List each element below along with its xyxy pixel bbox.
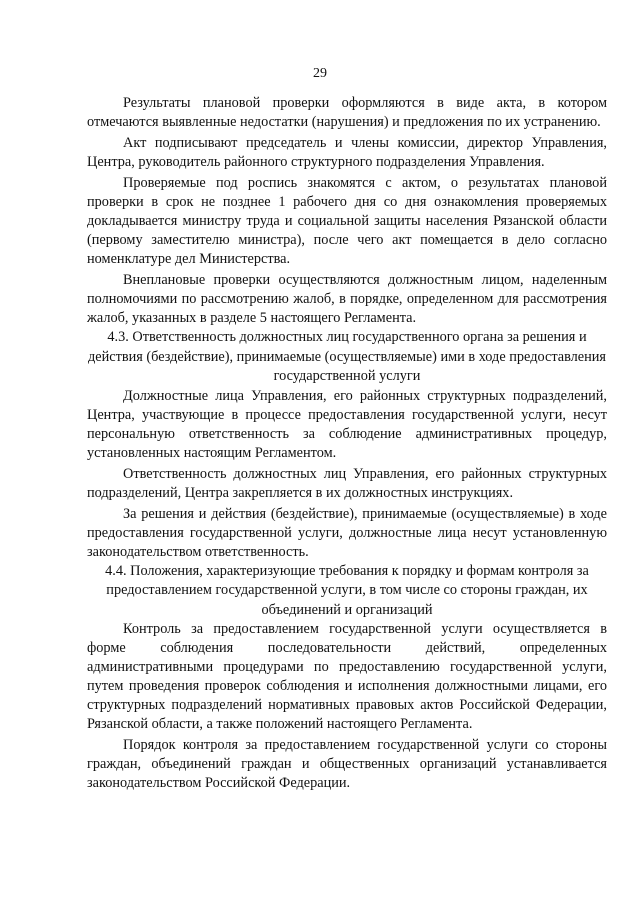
page-number: 29 [313, 66, 327, 81]
paragraph: Ответственность должностных лиц Управления, его районных структурных подразделений, Центра закрепляется в их должностных инструкциях. [87, 465, 607, 501]
paragraph: Порядок контроля за предоставлением государственной услуги со стороны граждан, объединений граждан и общественных организаций устанавливается законодательством Российской Федерации. [87, 737, 607, 791]
paragraph: Внеплановые проверки осуществляются должностным лицом, наделенным полномочиями по рассмотрению жалоб, в порядке, определенном для рассмотрения жалоб, указанных в разделе 5 настоящего Регламента. [87, 272, 607, 326]
paragraph: Проверяемые под роспись знакомятся с актом, о результатах плановой проверки в срок не позднее 1 рабочего дня со дня ознакомления проверяемых докладывается министру труда и социальной защиты населения Рязанской области (первому заместителю министра), после чего акт помещается в дело согласно номенклатуре дел Министерства. [87, 175, 607, 267]
paragraph: Результаты плановой проверки оформляются в виде акта, в котором отмечаются выявленные недостатки (нарушения) и предложения по их устранению. [87, 95, 607, 130]
paragraph: Акт подписывают председатель и члены комиссии, директор Управления, Центра, руководитель районного структурного подразделения Управления. [87, 135, 607, 170]
document-body [87, 94, 607, 793]
section-heading-4-3: 4.3. Ответственность должностных лиц государственного органа за решения и действия (бездействие), принимаемые (осуществляемые) ими в ходе предоставления государственной услуги [87, 329, 607, 384]
paragraph: За решения и действия (бездействие), принимаемые (осуществляемые) в ходе предоставления государственной услуги, должностные лица несут установленную законодательством ответственность. [87, 505, 607, 560]
paragraph: Контроль за предоставлением государственной услуги осуществляется в форме соблюдения последовательности действий, определенных административными процедурами по предоставлению государственной услуги, путем проведения проверок соблюдения и исполнения должностными лицами, его структурных подразделений нормативных правовых актов Российской Федерации, Рязанской области, а также положений настоящего Регламента. [87, 621, 607, 732]
paragraph: Должностные лица Управления, его районных структурных подразделений, Центра, участвующие в процессе предоставления государственной услуги, несут персональную ответственность за соблюдение административных процедур, установленных настоящим Регламентом. [87, 387, 607, 461]
section-heading-4-4: 4.4. Положения, характеризующие требования к порядку и формам контроля за предоставлением государственной услуги, в том числе со стороны граждан, их объединений и организаций [105, 562, 589, 618]
